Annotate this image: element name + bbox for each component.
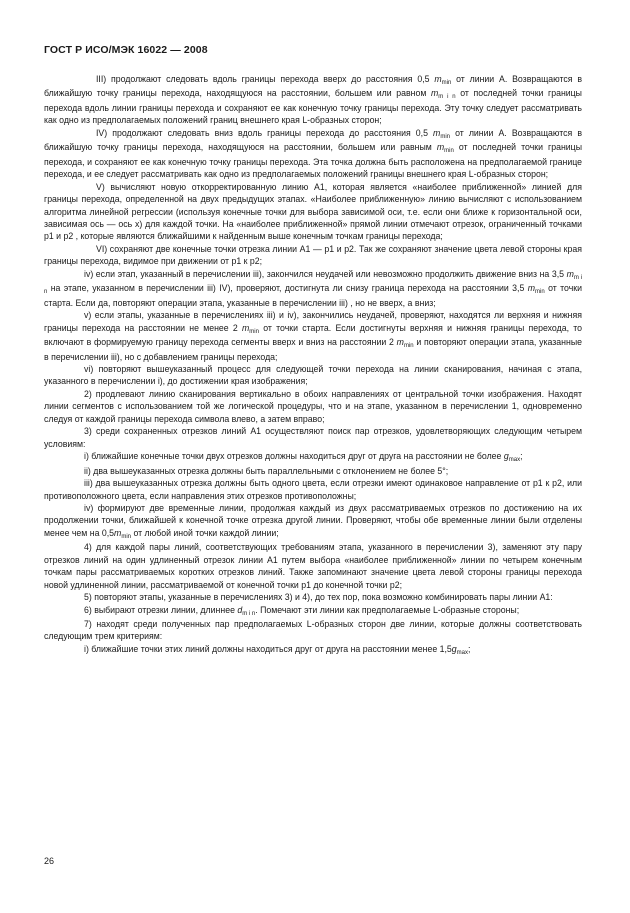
subscript: max (456, 649, 469, 656)
paragraph-p04 (44, 243, 582, 268)
text-run: 5) повторяют этапы, указанные в перечислениях 3) и 4), до тех пор, пока возможно комбинировать пары линии А1: (84, 592, 553, 603)
subscript: min (440, 133, 450, 140)
math-variable: m (241, 322, 250, 333)
text-run: III) продолжают следовать вдоль границы перехода вверх до расстояния 0,5 (96, 74, 435, 84)
paragraph-p12 (44, 477, 582, 502)
text-run: 3) среди сохраненных отрезков линий А1 осуществляют поиск пар отрезков, удовлетворяющих следующим четырем условиям: (44, 426, 582, 449)
text-run: от любой иной точки каждой линии; (131, 527, 279, 538)
math-variable: m (527, 283, 536, 294)
text-run: i) ближайшие конечные точки двух отрезков должны находиться друг от друга на расстоянии не более (84, 451, 504, 462)
subscript: min (121, 533, 132, 540)
paragraph-p18 (44, 643, 582, 657)
paragraph-p17 (44, 618, 582, 643)
text-run: . Помечают эти линии как предполагаемые L-образные стороны; (255, 604, 520, 615)
text-run: и повторяют операции этапа, указанные в перечислении iii), но с добавлением границы перехода; (44, 337, 582, 362)
subscript: min (403, 343, 414, 350)
paragraph-p15 (44, 591, 582, 603)
paragraph-p07 (44, 363, 582, 388)
text-run: 6) выбирают отрезки линии, длиннее (84, 604, 238, 615)
subscript: m i n (242, 610, 256, 617)
math-variable: m (433, 127, 441, 138)
paragraph-p11 (44, 465, 582, 477)
text-run: от линии А. Возвращаются в ближайшую точку границы перехода, находящуюся на расстоянии, большем или равном (44, 74, 582, 99)
math-variable: g (503, 451, 509, 462)
subscript: m i n (44, 274, 582, 296)
paragraph-p13 (44, 502, 582, 541)
math-variable: m (436, 142, 445, 153)
subscript: min (444, 148, 454, 155)
math-variable: m (396, 337, 404, 348)
text-run: от последней точки границы перехода, и сохраняют ее как конечную точку границы перехода. Эта точка должна быть расположена на предполагаемой границе перехода, и ее следует рассматривать как одно из предполагаемых положений границы внешнего края L-образных сторон; (44, 142, 582, 180)
subscript: min (441, 80, 452, 86)
page-number: 26 (44, 856, 55, 866)
text-run: VI) сохраняют две конечные точки отрезка линии А1 — p1 и p2. Так же сохраняют значение цвета левой стороны края границы перехода, видимое при движении от p1 к p2; (44, 243, 582, 267)
paragraph-p01 (44, 73, 582, 127)
document-body (44, 73, 582, 657)
text-run: iv) формируют две временные линии, продолжая каждый из двух рассматриваемых отрезков по достижению на их продолжении точки, ближайшей к конечной точке отрезка другой линии. Проверяют, чтобы обе временные линии были отделены менее чем на 0,5 (44, 502, 582, 538)
text-run: iii) два вышеуказанных отрезка должны быть одного цвета, если отрезки имеют одинаковое направление от p1 к p2, или противоположного цвета, если направления этих отрезков противоположны; (44, 478, 582, 501)
text-run: от линии А. Возвращаются в ближайшую точку границы перехода, находящуюся на расстоянии, большем или равным (44, 127, 582, 153)
paragraph-p05 (44, 268, 582, 309)
text-run: от последней точки границы перехода вдоль линии границы перехода и сохраняют ее как конечную точку границы перехода. Эту точку следует рассматривать как одно из предполагаемых положений границ внешнего края L-образных сторон; (44, 88, 582, 126)
math-variable: d (237, 604, 243, 615)
subscript: min (249, 328, 259, 335)
text-run: ii) два вышеуказанных отрезка должны быть параллельными с отклонением не более 5°; (84, 465, 449, 476)
text-run: V) вычисляют новую откорректированную линию А1, которая является «наиболее приближенной» линией для границы перехода, определенной на двух предыдущих этапах. «Наиболее приближенную» линию вычисляют с использованием алгоритма линейной регрессии (используя конечные точки для выбора зависимой оси, т.е. если они ближе к горизонтальной оси, зависимая ось — ось х) для каждой точки. На «наиболее приближенной» прямой линии отмечают отрезок, ограниченный точками p1 и p2 , которые являются ближайшими к найденным выше конечным точкам границы перехода; (44, 181, 582, 242)
text-run: от точки старта. Если да, повторяют операции этапа, указанные в перечислении iii) , но не вверх, а вниз; (44, 283, 583, 308)
math-variable: m (566, 268, 574, 279)
paragraph-p14 (44, 541, 582, 591)
paragraph-p16 (44, 604, 582, 618)
text-run: 2) продлевают линию сканирования вертикально в обоих направлениях от центральной точки изображения. Находят линии сегментов с использованием той же логической процедуры, что и на этапе, указанном в перечислении 1, одновременно следуя от каждой границы перехода символа влево, а затем вправо; (44, 388, 582, 424)
text-run: ; (468, 643, 471, 654)
subscript: m i n (438, 94, 456, 101)
paragraph-p02 (44, 127, 582, 181)
subscript: min (535, 289, 545, 296)
text-run: iv) если этап, указанный в перечислении iii), закончился неудачей или невозможно продолжить движение вниз на 3,5 (84, 268, 567, 279)
paragraph-p09 (44, 425, 582, 450)
text-run: 7) находят среди полученных пар предполагаемых L-образных сторон две линии, которые должны соответствовать следующим трем критериям: (44, 619, 582, 642)
subscript: max (508, 457, 521, 464)
paragraph-p03 (44, 181, 582, 243)
text-run: vi) повторяют вышеуказанный процесс для следующей точки перехода на линии сканирования, начиная с этапа, указанного в перечислении i), до достижении края изображения; (44, 363, 582, 387)
text-run: от точки старта. Если достигнуты верхняя и нижняя границы перехода, то включают в формируемую границу перехода сегменты вверх и вниз на расстоянии 2 (44, 322, 583, 348)
paragraph-p08 (44, 388, 582, 425)
text-run: i) ближайшие точки этих линий должны находиться друг от друга на расстоянии менее 1,5 (84, 643, 452, 654)
document-header: ГОСТ Р ИСО/МЭК 16022 — 2008 (44, 44, 208, 56)
paragraph-p10 (44, 450, 582, 464)
text-run: ; (520, 451, 523, 462)
paragraph-p06 (44, 309, 582, 363)
text-run: на этапе, указанном в перечислении iii) IV), проверяют, достигнута ли снизу граница перехода на расстоянии 3,5 (47, 283, 528, 294)
math-variable: m (430, 88, 439, 99)
text-run: 4) для каждой пары линий, соответствующих требованиям этапа, указанного в перечислении 3), заменяют эту пару отрезков линий на один удлиненный отрезок линии А1 путем выбора «наиболее приближенной» линии по четырем конечным точкам пары рассматриваемых коротких отрезков линий. Также запоминают значение цвета левой стороны границы перехода новой удлиненной линии, рассматриваемой от конечной точки p1 до конечной точки p2; (44, 542, 582, 590)
text-run: IV) продолжают следовать вниз вдоль границы перехода до расстояния 0,5 (96, 127, 434, 138)
text-run: v) если этапы, указанные в перечислениях iii) и iv), закончились неудачей, проверяют, находятся ли верхняя и нижняя границы перехода на расстоянии не менее 2 (44, 310, 582, 333)
math-variable: m (114, 527, 122, 538)
math-variable: g (451, 643, 457, 654)
math-variable: m (434, 74, 442, 84)
